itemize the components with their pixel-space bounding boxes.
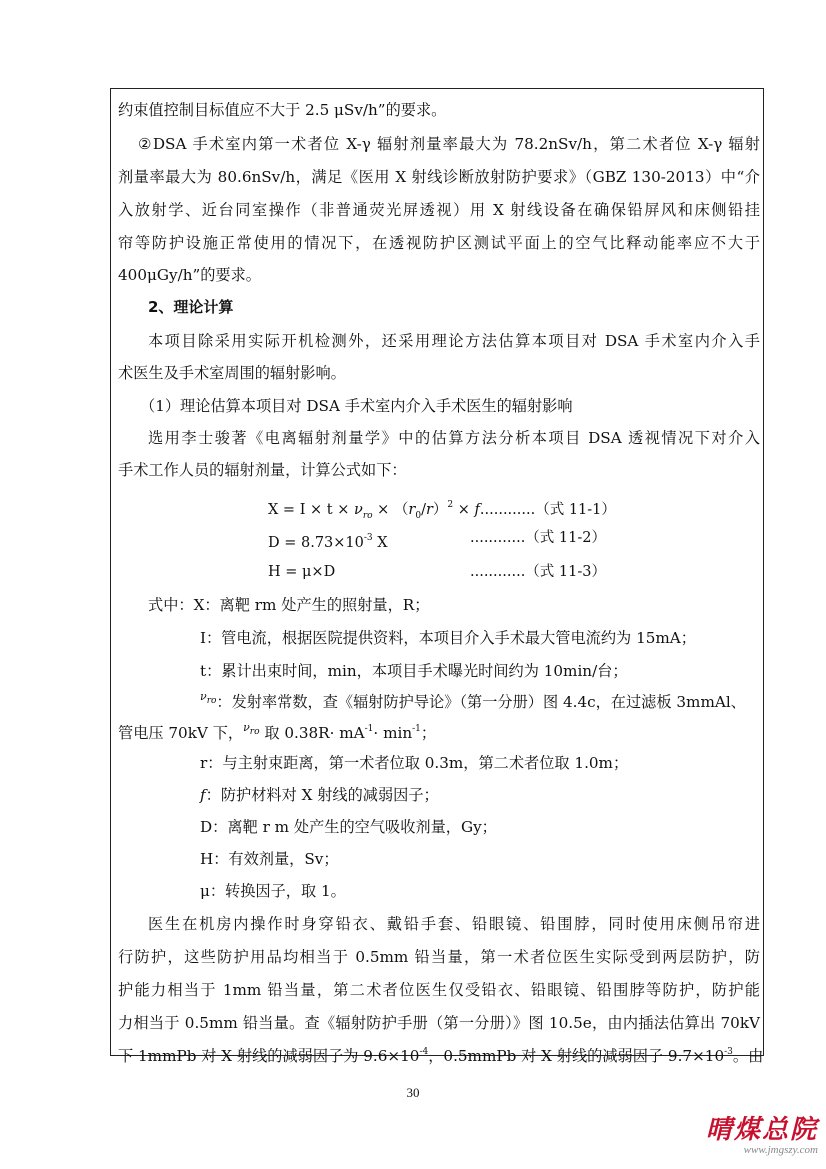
text-line: 式中：X：离靶 rm 处产生的照射量，R； [148, 596, 430, 614]
text-line: t：累计出束时间，min，本项目手术曝光时间约为 10min/台； [200, 662, 628, 680]
text-line: 帘等防护设施正常使用的情况下，在透视防护区测试平面上的空气比释动能率应不大于 [118, 234, 760, 252]
text-line: 行防护，这些防护用品均相当于 0.5mm 铅当量，第一术者位医生实际受到两层防护，防 [118, 948, 760, 966]
text-line: $\nu_{ro}$：发射率常数，查《辐射防护导论》（第一分册）图 4.4c，在过滤板 3mmAl、 [200, 690, 746, 711]
text-line: 入放射学、近台同室操作（非普通荧光屏透视）用 X 射线设备在确保铅屏风和床侧铅挂 [118, 201, 760, 219]
formula-11-2: $D = 8.73\times 10^{-3}$ X [268, 533, 388, 551]
text-line: 本项目除采用实际开机检测外，还采用理论方法估算本项目对 DSA 手术室内介入手 [148, 332, 760, 350]
text-line: 力相当于 0.5mm 铅当量。查《辐射防护手册（第一分册）》图 10.5e，由内插法估算出 70kV [118, 1014, 760, 1032]
text-line: 剂量率最大为 80.6nSv/h，满足《医用 X 射线诊断放射防护要求》（GBZ 130-2013）中“介 [118, 168, 760, 186]
text-line: 手术工作人员的辐射剂量，计算公式如下： [118, 461, 407, 479]
formula-11-3-ref: ............（式 11-3） [470, 564, 606, 580]
text-line: ②DSA 手术室内第一术者位 X-γ 辐射剂量率最大为 78.2nSv/h，第二术者位 X-γ 辐射 [138, 135, 760, 153]
text-line: 约束值控制目标值应不大于 2.5 μSv/h”的要求。 [118, 101, 447, 119]
watermark [706, 1116, 818, 1156]
text-line: H：有效剂量，Sv； [200, 850, 339, 868]
page-number: 30 [406, 1085, 420, 1100]
watermark-url: www.jmgszy.com [743, 1144, 818, 1156]
text-line: 术医生及手术室周围的辐射影响。 [118, 364, 346, 382]
text-line: μ：转换因子，取 1。 [200, 882, 346, 900]
text-line: 护能力相当于 1mm 铅当量，第二术者位医生仅受铅衣、铅眼镜、铅围脖等防护，防护能 [118, 981, 760, 999]
formula-11-1: $X = I \times t \times \nu_{ro} \times (r_0/r)^2 \times f$............（式 11-1） [268, 500, 616, 521]
formula-11-2-ref: ............（式 11-2） [470, 530, 606, 546]
text-line: 医生在机房内操作时身穿铅衣、戴铅手套、铅眼镜、铅围脖，同时使用床侧吊帘进 [148, 915, 760, 933]
text-line: f：防护材料对 X 射线的减弱因子； [200, 786, 439, 804]
text-line: r：与主射束距离，第一术者位取 0.3m，第二术者位取 1.0m； [200, 754, 629, 772]
section-heading: 2、理论计算 [148, 298, 234, 316]
text-line: 400μGy/h”的要求。 [118, 266, 261, 284]
text-line: 下 1mmPb 对 X 射线的减弱因子为 $9.6\times 10^{-4}$，0.5mmPb 对 X 射线的减弱因子 $9.7\times 10^{-3}$。由 [118, 1047, 764, 1065]
formula-11-3: H = μ×D [268, 564, 336, 580]
text-line: I：管电流，根据医院提供资料，本项目介入手术最大管电流约为 15mA； [200, 629, 696, 647]
text-line: （1）理论估算本项目对 DSA 手术室内介入手术医生的辐射影响 [140, 397, 573, 415]
text-line: D：离靶 r m 处产生的空气吸收剂量，Gy； [200, 818, 497, 836]
text-line: 管电压 70kV 下，$\nu_{ro}$ 取 $0.38R\cdot mA^{-1}\cdot \min^{-1}$； [118, 721, 437, 742]
watermark-title: 晴煤总院 [705, 1115, 818, 1145]
text-line: 选用李士骏著《电离辐射剂量学》中的估算方法分析本项目 DSA 透视情况下对介入 [148, 429, 760, 447]
